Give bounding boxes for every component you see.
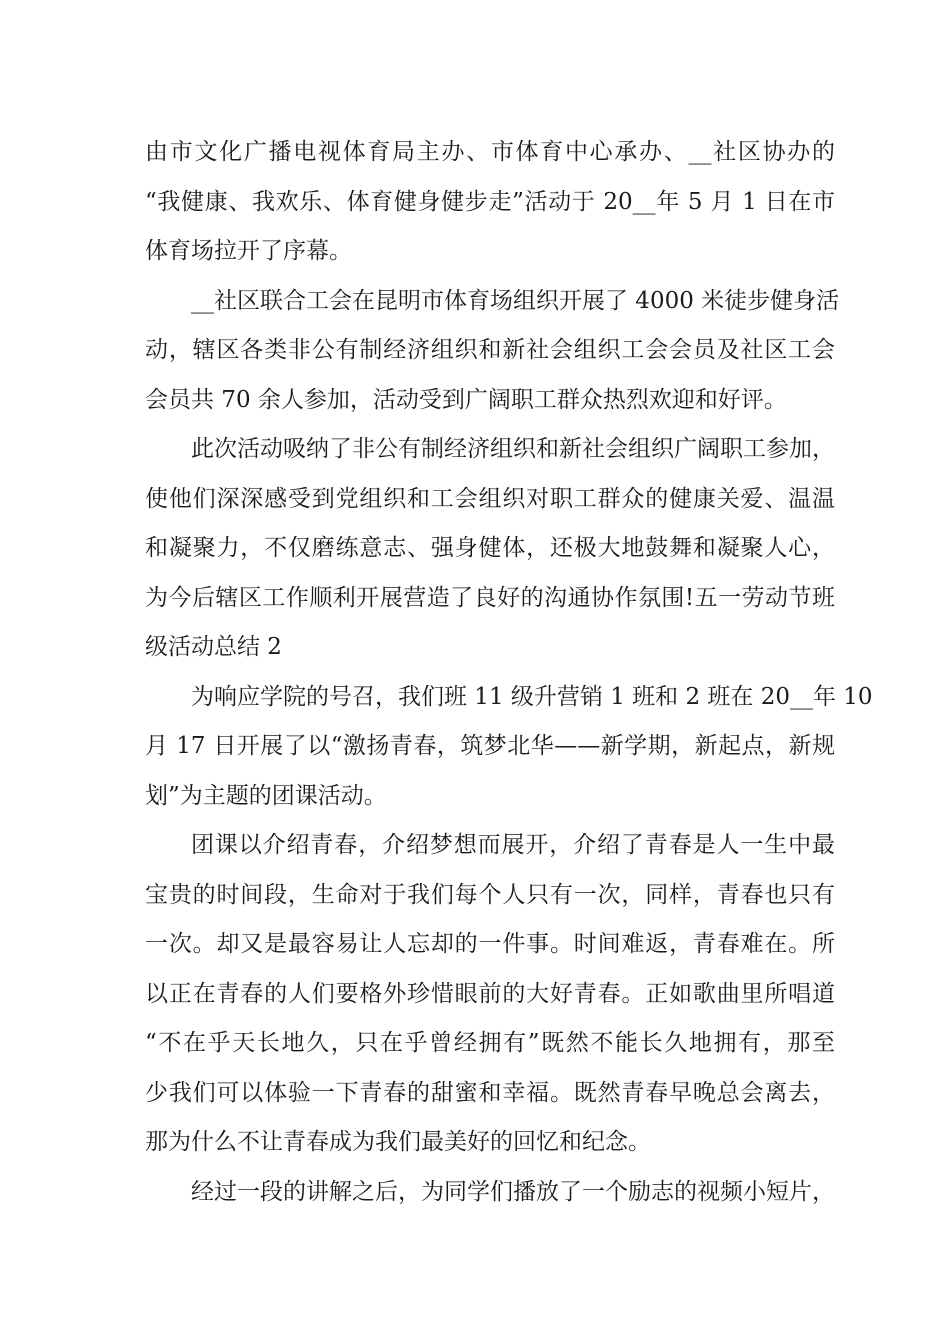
text-line: 此次活动吸纳了非公有制经济组织和新社会组织广阔职工参加， [191,436,835,462]
text-line: __社区联合工会在昆明市体育场组织开展了 4000 米徒步健身活 [191,287,840,314]
text-line: 划”为主题的团课活动。 [145,782,387,809]
text-line: 由市文化广播电视体育局主办、市体育中心承办、__社区协办的 [145,139,835,165]
text-line: 会员共 70 余人参加，活动受到广阔职工群众热烈欢迎和好评。 [145,386,787,413]
text-line: “不在乎天长地久，只在乎曾经拥有”既然不能长久地拥有，那至 [145,1030,835,1056]
text-line: 以正在青春的人们要格外珍惜眼前的大好青春。正如歌曲里所唱道 [145,980,835,1007]
text-line: 一次。却又是最容易让人忘却的一件事。时间难返，青春难在。所 [145,931,835,957]
text-line: 为今后辖区工作顺利开展营造了良好的沟通协作氛围!五一劳动节班 [145,584,835,611]
paragraph-4 [145,673,873,822]
text-line: 体育场拉开了序幕。 [145,238,352,264]
text-line: 和凝聚力，不仅磨练意志、强身健体，还极大地鼓舞和凝聚人心， [145,535,835,561]
text-line: 那为什么不让青春成为我们最美好的回忆和纪念。 [145,1129,651,1155]
text-line: 使他们深深感受到党组织和工会组织对职工群众的健康关爱、温温 [145,485,835,512]
paragraph-2 [145,277,840,426]
text-line: 级活动总结 2 [145,634,282,660]
paragraph-6 [145,1168,835,1218]
text-line: 动，辖区各类非公有制经济组织和新社会组织工会会员及社区工会 [145,337,835,363]
text-line: 为响应学院的号召，我们班 11 级升营销 1 班和 2 班在 20__年 10 [191,683,873,710]
text-line: 经过一段的讲解之后，为同学们播放了一个励志的视频小短片， [191,1178,835,1205]
text-line: “我健康、我欢乐、体育健身健步走”活动于 20__年 5 月 1 日在市 [145,188,835,215]
text-line: 宝贵的时间段，生命对于我们每个人只有一次，同样，青春也只有 [145,881,835,908]
text-line: 月 17 日开展了以“激扬青春，筑梦北华——新学期，新起点，新规 [145,733,835,759]
paragraph-1 [145,128,835,277]
document-body [145,128,873,1217]
paragraph-3 [145,425,835,673]
paragraph-5 [145,821,835,1168]
text-line: 团课以介绍青春，介绍梦想而展开，介绍了青春是人一生中最 [191,832,835,858]
text-line: 少我们可以体验一下青春的甜蜜和幸福。既然青春早晚总会离去， [145,1079,835,1106]
